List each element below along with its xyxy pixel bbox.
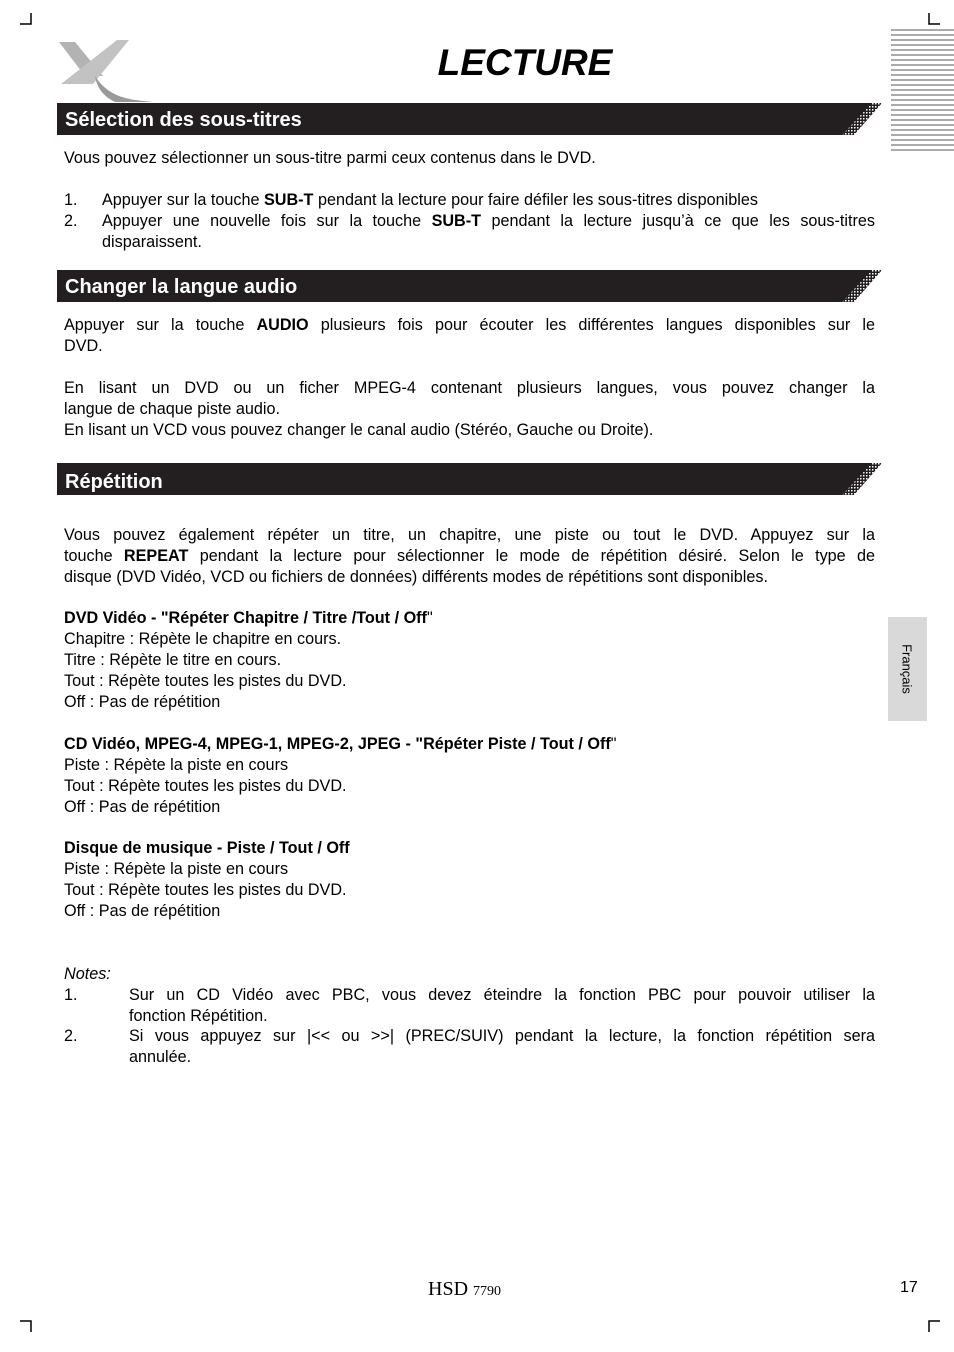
repeat-group-title: CD Vidéo, MPEG-4, MPEG-1, MPEG-2, JPEG - "Répéter Piste / Tout / Off": [64, 735, 617, 753]
x-logo-icon: [55, 38, 155, 104]
list-item: Piste : Répète la piste en cours: [64, 756, 289, 774]
key-sub-t: SUB-T: [263, 191, 314, 209]
list-item: Off : Pas de répétition: [64, 902, 221, 920]
audio-paragraph-3: En lisant un VCD vous pouvez changer le canal audio (Stéréo, Gauche ou Droite).: [64, 421, 654, 439]
hatch-pattern-icon: [842, 103, 882, 135]
section-header-subtitles: [57, 103, 882, 135]
audio-paragraph-2: En lisant un DVD ou un ficher MPEG-4 contenant plusieurs langues, vous pouvez changer la: [64, 379, 875, 397]
section-header-repeat: [57, 463, 882, 495]
footer-model-logo: HSD 7790: [428, 1278, 502, 1300]
edge-stripes-decoration: [891, 28, 954, 156]
list-item: Chapitre : Répète le chapitre en cours.: [64, 630, 342, 648]
repeat-group-title: DVD Vidéo - "Répéter Chapitre / Titre /Tout / Off": [64, 609, 433, 627]
list-item: Piste : Répète la piste en cours: [64, 860, 289, 878]
language-tab: Français: [888, 617, 927, 721]
audio-paragraph-1: Appuyer sur la touche AUDIO plusieurs fois pour écouter les différentes langues disponibles sur le: [64, 316, 875, 334]
list-item: Tout : Répète toutes les pistes du DVD.: [64, 777, 347, 795]
key-audio: AUDIO: [256, 316, 309, 334]
crop-mark-bottom-left: [20, 1320, 32, 1332]
crop-mark-bottom-right: [928, 1320, 940, 1332]
repeat-group-title: Disque de musique - Piste / Tout / Off: [64, 839, 350, 857]
crop-mark-top-right: [928, 13, 940, 25]
section-heading: Changer la langue audio: [65, 276, 298, 298]
list-item: Off : Pas de répétition: [64, 798, 221, 816]
key-sub-t: SUB-T: [431, 212, 482, 230]
page-number: 17: [900, 1279, 918, 1296]
list-item: Tout : Répète toutes les pistes du DVD.: [64, 672, 347, 690]
crop-mark-top-left: [20, 13, 32, 25]
key-repeat: REPEAT: [123, 547, 189, 565]
list-item: Tout : Répète toutes les pistes du DVD.: [64, 881, 347, 899]
page-title: LECTURE: [437, 42, 613, 83]
list-item: Titre : Répète le titre en cours.: [64, 651, 282, 669]
section-heading: Sélection des sous-titres: [65, 109, 302, 131]
hatch-pattern-icon: [842, 463, 882, 495]
subtitle-intro: Vous pouvez sélectionner un sous-titre parmi ceux contenus dans le DVD.: [64, 149, 596, 167]
list-item: Off : Pas de répétition: [64, 693, 221, 711]
section-header-audio: [57, 270, 882, 302]
section-heading: Répétition: [65, 471, 163, 493]
hatch-pattern-icon: [842, 270, 882, 302]
notes-label: Notes:: [64, 965, 111, 983]
repeat-paragraph: Vous pouvez également répéter un titre, un chapitre, une piste ou tout le DVD. Appuyez sur la: [64, 526, 875, 544]
